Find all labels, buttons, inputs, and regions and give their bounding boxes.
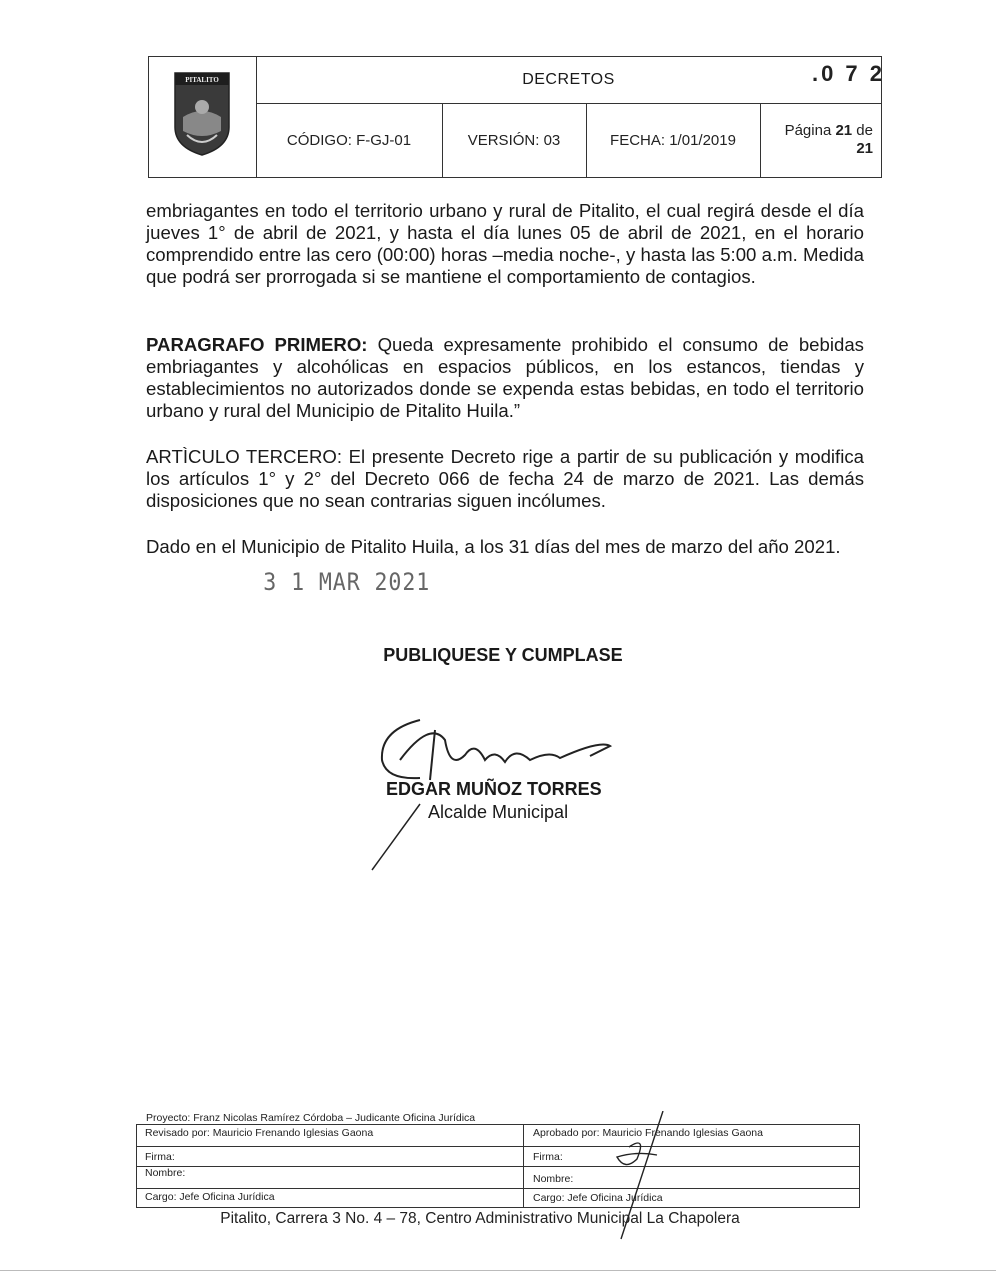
- article-tercero: ARTÌCULO TERCERO: El presente Decreto rige a partir de su publicación y modifica los artículos 1° y 2° del Decreto 066 de fecha 24 de marzo de 2021. Las demás disposiciones que no sean contrarias siguen incólumes.: [146, 446, 864, 511]
- paragraph-primero: [146, 334, 864, 422]
- page-cell: [760, 103, 881, 177]
- date-stamp: 3 1 MAR 2021: [263, 568, 431, 596]
- page-total: 21: [856, 140, 873, 157]
- date-cell: FECHA: 1/01/2019: [586, 103, 761, 177]
- cargo-left: Cargo: Jefe Oficina Jurídica: [145, 1191, 275, 1203]
- project-credit: Proyecto: Franz Nicolas Ramírez Córdoba – Judicante Oficina Jurídica: [146, 1112, 476, 1124]
- cargo-right: Cargo: Jefe Oficina Jurídica: [533, 1192, 663, 1204]
- logo-cell: [149, 57, 257, 177]
- svg-text:PITALITO: PITALITO: [185, 76, 219, 84]
- header-title-row: [256, 57, 885, 104]
- page-current: 21: [835, 122, 853, 139]
- signer-name: EDGAR MUÑOZ TORRES: [386, 779, 602, 799]
- code-cell: CÓDIGO: F-GJ-01: [256, 103, 443, 177]
- header-meta-row: [256, 103, 881, 177]
- pitalito-shield-logo: [173, 71, 231, 157]
- aprobado-cell: Aprobado por: Mauricio Frenando Iglesias Gaona: [533, 1127, 763, 1139]
- given-at-paragraph: Dado en el Municipio de Pitalito Huila, a los 31 días del mes de marzo del año 2021.: [146, 536, 841, 557]
- nombre-right: Nombre:: [533, 1173, 574, 1185]
- firma-left: Firma:: [145, 1151, 175, 1163]
- table-row-line: [137, 1166, 859, 1167]
- paragraph-continuation: embriagantes en todo el territorio urbano y rural de Pitalito, el cual regirá desde el día jueves 1° de abril de 2021, y hasta el día lunes 05 de abril de 2021, en el horario comprendido entre las cero (00:00) horas –media noche-, y hasta las 5:00 a.m. Medida que podrá ser prorrogada si se mantiene el comportamiento de contagios.: [146, 200, 864, 287]
- document-header: [148, 56, 885, 178]
- nombre-left: Nombre:: [145, 1167, 186, 1179]
- signer-role: Alcalde Municipal: [428, 802, 569, 822]
- revisado-cell: Revisado por: Mauricio Frenando Iglesias Gaona: [145, 1127, 374, 1139]
- page-bottom-line: [0, 1270, 996, 1271]
- document-type-title: DECRETOS: [522, 71, 615, 88]
- office-address: Pitalito, Carrera 3 No. 4 – 78, Centro Administrativo Municipal La Chapolera: [220, 1210, 740, 1227]
- paragraph-primero-text: Queda expresamente prohibido el consumo de bebidas embriagantes y alcohólicas en espacios públicos, en los estancos, tiendas y establecimientos no autorizados donde se expenda estas bebidas, en todo el territorio urbano y rural del Municipio de Pitalito Huila.”: [146, 334, 864, 421]
- page-mid: de: [852, 122, 873, 139]
- table-row-line: [137, 1146, 859, 1147]
- decree-number: .0 7 2: [811, 61, 885, 86]
- version-cell: VERSIÓN: 03: [442, 103, 587, 177]
- table-row-line: [137, 1188, 859, 1189]
- page-prefix: Página: [784, 122, 836, 139]
- paragraph-primero-label: PARAGRAFO PRIMERO:: [146, 334, 368, 355]
- firma-right: Firma:: [533, 1151, 563, 1163]
- approval-table: [136, 1124, 860, 1208]
- closing-formula: PUBLIQUESE Y CUMPLASE: [383, 645, 623, 665]
